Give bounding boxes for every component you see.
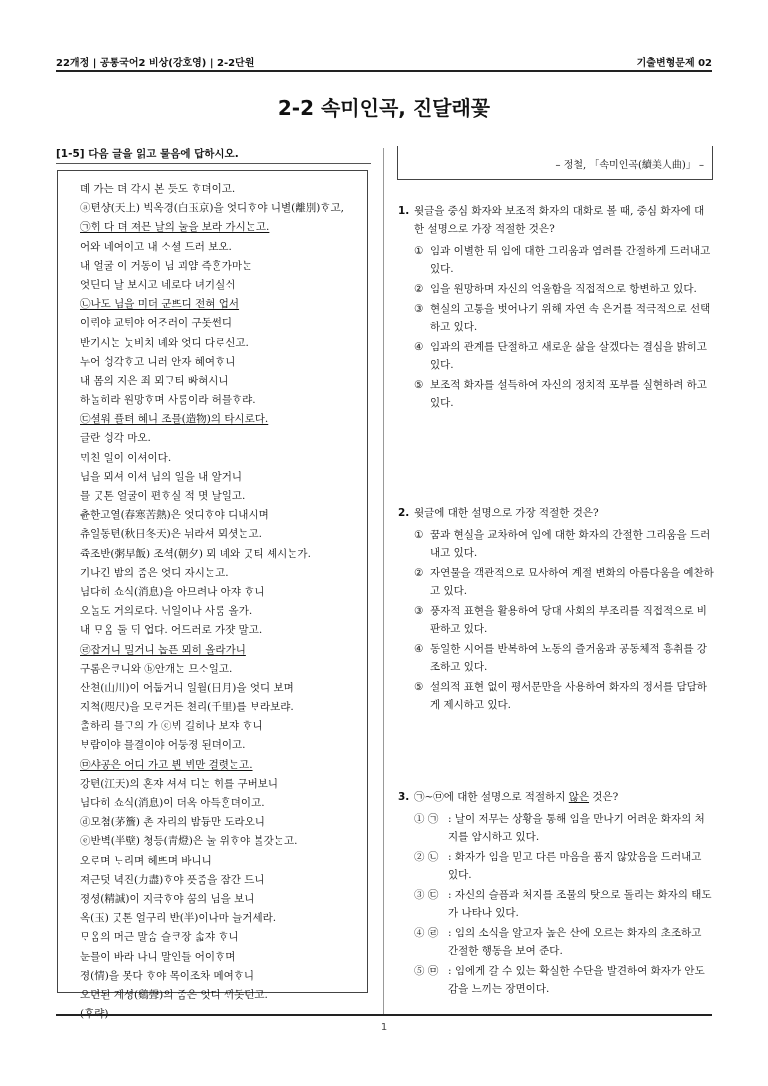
poem-line: (후략)	[80, 1008, 109, 1021]
poem-line: ㉣잡거니 밀거니 놉픈 뫼히 올라가니	[80, 643, 246, 656]
poem-line: ⓐ텬샹(天上) 빅옥경(白玉京)을 엇디ᄒᆞ야 니별(離別)ᄒᆞ고,	[80, 202, 344, 215]
poem-line: 내 몸의 지은 죄 뫼ᄀᆞ티 ᄡᅡ혀시니	[80, 374, 229, 387]
poem-line: ᄆᆞᄋᆞᆷ의 머근 말ᄉᆞᆷ 슬ᄏᆞ장 ᄉᆞᆲ쟈 ᄒᆞ니	[80, 931, 239, 944]
poem-line: 반기시ᄂᆞᆫ ᄂᆞᆺ비치 녜와 엇디 다ᄅᆞ신고.	[80, 336, 249, 349]
choice-text: 설의적 표현 없이 평서문만을 사용하여 화자의 정서를 담담하게 제시하고 있다.	[430, 681, 707, 711]
poem-line: 져근덧 녁진(力盡)ᄒᆞ야 픗ᄌᆞᆷ을 잠간 드니	[80, 873, 265, 886]
poem-line: 기나긴 밤의 ᄌᆞᆷ은 엇디 자시ᄂᆞᆫ고.	[80, 566, 229, 579]
choice-marker: ① ㉠	[414, 813, 439, 825]
source-box	[397, 146, 713, 180]
poem-line: 졍(情)을 못다 ᄒᆞ야 목이조차 메여ᄒᆞ니	[80, 969, 255, 982]
question-stem: 윗글을 중심 화자와 보조적 화자의 대화로 볼 때, 중심 화자에 대한 설명으로 가장 적절한 것은?	[414, 205, 705, 235]
instruction-rule	[56, 163, 371, 164]
question-number: 1.	[398, 205, 410, 217]
poem-line: ㉠ᄒᆡ 다 뎌 져믄 날의 눌을 보라 가시ᄂᆞᆫ고.	[80, 221, 270, 234]
poem-line: 구롬은ᄏᆞ니와 ⓑ안개ᄂᆞᆫ 므ᄉᆞ일고.	[80, 662, 233, 675]
answer-choice[interactable]	[414, 602, 714, 638]
poem-line: 님다히 쇼식(消息)이 더옥 아득ᄒᆞᆫ뎌이고.	[80, 797, 265, 809]
answer-choice[interactable]	[414, 300, 714, 336]
answer-choice[interactable]	[414, 848, 714, 884]
poem-line: 오ᄅᆞ며 ᄂᆞ리며 헤ᄠᅳ며 바니니	[80, 854, 212, 867]
choice-text: 임과의 관계를 단절하고 새로운 삶을 살겠다는 결심을 밝히고 있다.	[430, 341, 707, 371]
poem-line: 님을 뫼셔 이셔 님의 일을 내 알거니	[80, 470, 243, 483]
choice-marker: ④	[414, 643, 424, 655]
poem-line: 산쳔(山川)이 어둡거니 일월(日月)을 엇디 보며	[80, 681, 294, 694]
answer-choice[interactable]	[414, 678, 714, 714]
answer-choice[interactable]	[414, 376, 714, 412]
choice-marker: ② ㉡	[414, 851, 439, 863]
poem-line: 어와 네여이고 내 ᄉᆞ셜 드러 보오.	[80, 240, 232, 253]
poem-line: 츈한고열(春寒苦熱)은 엇디ᄒᆞ야 디내시며	[80, 509, 269, 522]
poem-line: 오뎐된 계셩(鷄聲)의 ᄌᆞᆷ은 엇디 ᄭᆡ돗던고.	[80, 988, 268, 1001]
choice-text: 임을 원망하며 자신의 억울함을 직접적으로 항변하고 있다.	[430, 283, 697, 295]
choice-marker: ③ ㉢	[414, 889, 439, 901]
page-number: 1	[380, 1022, 388, 1033]
choice-text: 보조적 화자를 설득하여 자신의 정치적 포부를 실현하려 하고 있다.	[430, 379, 707, 409]
choice-marker: ③	[414, 303, 424, 315]
footer-rule	[56, 1014, 712, 1016]
poem-line: ㉢셜워 플텨 혜니 조믈(造物)의 타시로다.	[80, 413, 269, 426]
choice-marker: ①	[414, 245, 424, 257]
poem-line: 님다히 쇼식(消息)을 아므려나 아쟈 ᄒᆞ니	[80, 585, 265, 598]
header-course-info: 22개정 | 공통국어2 비상(강호영) | 2-2단원	[56, 58, 255, 69]
question-number: 3.	[398, 791, 410, 803]
answer-choice[interactable]	[414, 640, 714, 676]
choice-text: 동일한 시어를 반복하여 노동의 즐거움과 공동체적 흥취를 강조하고 있다.	[430, 643, 707, 673]
answer-choice[interactable]	[414, 924, 714, 960]
poem-line: 졍셩(精誠)이 지극ᄒᆞ야 ᄭᅮᆷ의 님을 보니	[80, 892, 255, 905]
poem-line: 오ᄂᆞᆯ도 거의로다. ᄂᆡ일이나 사ᄅᆞᆷ 올가.	[80, 605, 253, 618]
poem-line: ⓔ반벽(半壁) 쳥등(靑燈)은 눌 위ᄒᆞ야 ᄇᆞᆯ갓ᄂᆞᆫ고.	[80, 835, 298, 848]
poem-line: 내 ᄆᆞᄋᆞᆷ 둘 ᄃᆡ 업다. 어드러로 가쟛 말고.	[80, 624, 263, 637]
choice-text: 임과 이별한 뒤 임에 대한 그리움과 염려를 간절하게 드러내고 있다.	[430, 245, 711, 275]
choice-text: : 자신의 슬픔과 처지를 조물의 탓으로 돌리는 화자의 태도가 나타나 있다.	[448, 889, 712, 919]
poem-line: ᄎᆞᆯ하리 믈ᄀᆞ의 가 ⓒᄇᆡ 길히나 보쟈 ᄒᆞ니	[80, 720, 263, 733]
poem-text	[80, 180, 370, 1024]
poem-line: 글란 ᄉᆡᆼ각 마오.	[80, 432, 151, 445]
source-citation: – 정철, 「속미인곡(續美人曲)」 –	[555, 160, 704, 171]
poem-line: ᄆᆡ친 일이 이셔이다.	[80, 451, 172, 464]
choice-marker: ⑤	[414, 379, 424, 391]
poem-line: 믈 ᄀᆞᆺ톤 얼굴이 편ᄒᆞ실 적 몃 날일고.	[80, 490, 246, 502]
poem-line: 엇딘디 날 보시고 네로다 녀기실ᄉᆡ	[80, 278, 236, 291]
poem-line: ⓓ모쳠(茅簷) 촌 자리의 밤듕만 도라오니	[80, 816, 265, 829]
answer-choice[interactable]	[414, 962, 714, 998]
answer-choice[interactable]	[414, 886, 714, 922]
choice-text: 풍자적 표현을 활용하여 당대 사회의 부조리를 직접적으로 비판하고 있다.	[430, 605, 707, 635]
instruction-text: [1-5] 다음 글을 읽고 물음에 답하시오.	[56, 148, 239, 160]
choice-marker: ①	[414, 529, 424, 541]
choice-text: 자연물을 객관적으로 묘사하여 계절 변화의 아름다움을 예찬하고 있다.	[430, 567, 714, 597]
poem-line: 내 얼굴 이 거동이 님 괴얌 즉ᄒᆞᆫ가마ᄂᆞᆫ	[80, 259, 253, 272]
poem-line: ᄇᆞ람이야 믈결이야 어둥졍 된뎌이고.	[80, 739, 246, 752]
choice-marker: ④	[414, 341, 424, 353]
page-title: 2-2 속미인곡, 진달래꽃	[277, 96, 491, 120]
header-rule	[56, 70, 712, 72]
choice-marker: ③	[414, 605, 424, 617]
page-header	[56, 48, 712, 72]
answer-choice[interactable]	[414, 242, 714, 278]
choice-marker: ⑤	[414, 681, 424, 693]
question-2	[398, 504, 714, 716]
answer-choice[interactable]	[414, 338, 714, 374]
column-divider	[383, 148, 384, 1016]
question-1	[398, 202, 714, 414]
choice-text: : 날이 저무는 상황을 통해 임을 만나기 어려운 화자의 처지를 암시하고 있다.	[448, 813, 705, 843]
poem-line: 지쳑(咫尺)을 모ᄅᆞ거든 쳔리(千里)를 ᄇᆞ라보랴.	[80, 701, 294, 714]
poem-line: 이ᄅᆡ야 교ᄐᆡ야 어ᄌᆞ러이 구돗썬디	[80, 317, 233, 330]
choice-text: : 화자가 임을 믿고 다른 마음을 품지 않았음을 드러내고 있다.	[448, 851, 702, 881]
choice-marker: ⑤ ㉤	[414, 965, 439, 977]
choice-text: 꿈과 현실을 교차하여 임에 대한 화자의 간절한 그리움을 드러내고 있다.	[430, 529, 711, 559]
poem-line: 뎨 가는 뎌 각시 본 듯도 ᄒᆞ뎌이고.	[80, 183, 236, 195]
question-3	[398, 788, 714, 1000]
answer-choice[interactable]	[414, 280, 714, 298]
poem-line: ㉤샤공은 어디 가고 븬 ᄇᆡ만 걸렷ᄂᆞᆫ고.	[80, 758, 253, 771]
choice-marker: ②	[414, 283, 424, 295]
question-stem: ㉠~㉤에 대한 설명으로 적절하지 않은 것은?	[414, 791, 619, 803]
poem-line: ㉡나도 님을 미더 군ᄠᅳ디 전혀 업서	[80, 298, 240, 311]
poem-line: 쥭조반(粥早飯) 조셕(朝夕) 뫼 녜와 ᄀᆞᆺ티 셰시ᄂᆞᆫ가.	[80, 547, 311, 560]
choice-text: : 임에게 갈 수 있는 확실한 수단을 발견하여 화자가 안도감을 느끼는 장면이다.	[448, 965, 705, 995]
choice-text: 현실의 고통을 벗어나기 위해 자연 속 은거를 적극적으로 선택하고 있다.	[430, 303, 711, 333]
answer-choice[interactable]	[414, 526, 714, 562]
answer-choice[interactable]	[414, 810, 714, 846]
poem-line: 하ᄂᆞᆯ히라 원망ᄒᆞ며 사ᄅᆞᆷ이라 허믈ᄒᆞ랴.	[80, 394, 256, 407]
poem-line: 강텬(江天)의 혼쟈 셔셔 디ᄂᆞᆫ ᄒᆡ를 구버보니	[80, 777, 279, 790]
choice-marker: ②	[414, 567, 424, 579]
question-stem: 윗글에 대한 설명으로 가장 적절한 것은?	[414, 507, 599, 519]
choice-text: : 임의 소식을 알고자 높은 산에 오르는 화자의 초조하고 간절한 행동을 보여 준다.	[448, 927, 702, 957]
poem-line: 누어 ᄉᆡᆼ각ᄒᆞ고 니러 안자 혜여ᄒᆞ니	[80, 355, 236, 368]
choice-marker: ④ ㉣	[414, 927, 439, 939]
poem-line: 옥(玉) ᄀᆞᆺ톤 얼구리 반(半)이나마 늘거세라.	[80, 912, 277, 925]
question-number: 2.	[398, 507, 410, 519]
poem-line: 츄일동텬(秋日冬天)은 뉘라셔 뫼셧ᄂᆞᆫ고.	[80, 528, 262, 541]
answer-choice[interactable]	[414, 564, 714, 600]
header-doc-label: 기출변형문제 02	[636, 58, 712, 69]
poem-line: 눈믈이 바라 나니 말인들 어이ᄒᆞ며	[80, 950, 236, 963]
